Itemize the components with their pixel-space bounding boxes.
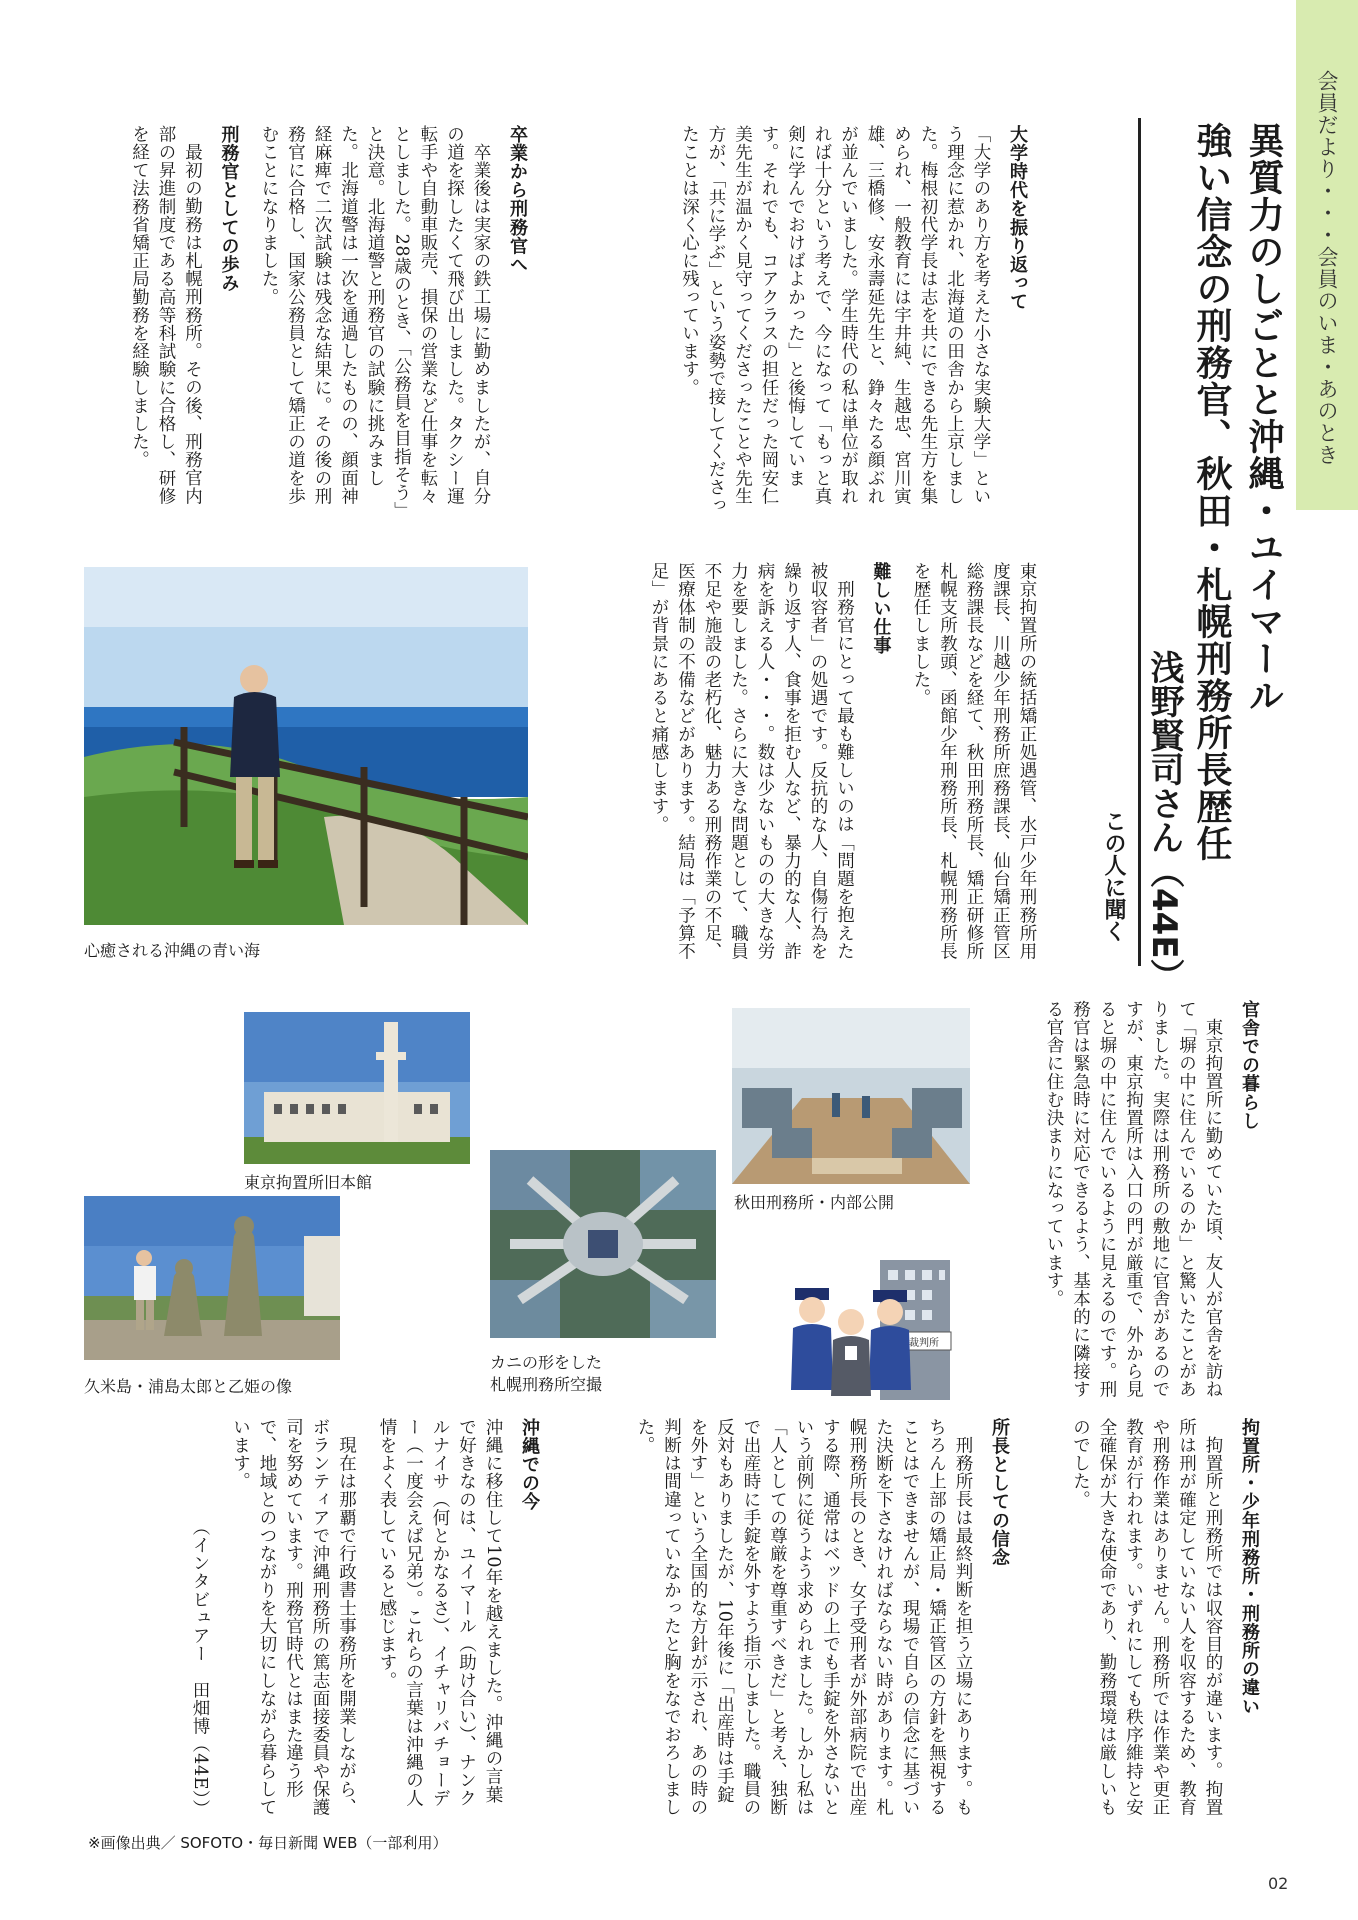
housing-column xyxy=(1000,1000,1262,1400)
difference-paragraph: 拘置所と刑務所では収容目的が違います。拘置所は刑が確定していない人を収容するため、教育や刑務作業はありません。刑務所では作業や更正教育が行われます。いずれにしても秩序維持と安全確保が大きな使命であり、勤務環境は厳しいものでした。 xyxy=(1070,1418,1223,1817)
interview-label: この人に聞く xyxy=(1101,810,1126,942)
career-heading: 刑務官としての歩み xyxy=(218,125,240,293)
caption-sapporo-line1: カニの形をした xyxy=(490,1353,603,1372)
kume-island-photo xyxy=(84,1196,340,1360)
caption-sapporo-aerial xyxy=(490,1352,720,1396)
akita-prison-photo xyxy=(732,1008,970,1184)
image-credit: ※画像出典／ SOFOTO・毎日新聞 WEB（一部利用） xyxy=(88,1834,448,1852)
prison-guards-illustration xyxy=(785,1250,960,1410)
caption-okinawa-sea: 心癒される沖縄の青い海 xyxy=(84,941,261,960)
section-tag-label: 会員だより・・・会員のいま・あのとき xyxy=(1315,70,1339,466)
section-tag xyxy=(1296,0,1358,510)
caption-tokyo-detention: 東京拘置所旧本館 xyxy=(244,1173,373,1192)
difference-heading: 拘置所・少年刑務所・刑務所の違い xyxy=(1239,1418,1260,1716)
graduation-paragraph: 卒業後は実家の鉄工場に勤めましたが、自分の道を探したくて飛び出しました。タクシー運転手や自動車販売、損保の営業など仕事を転々としました。28歳のとき、「公務員を目指そう」と決意。北海道警と刑務官の試験に挑みました。北海道警は一次を通過したものの、顔面神経麻痺で二次試験は残念な結果に。その後の刑務官に合格し、国家公務員として矯正の道を歩むことになりました。 xyxy=(259,125,491,520)
okinawa-paragraph-1: 沖縄に移住して10年を越えました。沖縄の言葉で好きなのは、ユイマール（助け合い）、ナンクルナイサ（何とかなるさ）、イチャリバチョーデー（一度会えば兄弟）。これらの言葉は沖縄の人情をよく表していると感じます。 xyxy=(377,1418,503,1808)
housing-heading: 官舎での暮らし xyxy=(1239,1000,1260,1131)
college-column xyxy=(590,125,1030,520)
article-title-line1: 異質力のしごとと沖縄・ユイマール xyxy=(1243,122,1284,714)
hardwork-paragraph: 刑務官にとって最も難しいのは「問題を抱えた被収容者」の処遇です。反抗的な人、自傷行為を繰り返す人、食事を拒む人など、暴力的な人、詐病を訴える人・・・。数は少ないものの大きな労力を要しました。さらに大きな問題として、職員不足や施設の老朽化、魅力ある刑務作業の不足、医療体制の不備などがあります。結局は「予算不足」が背景にあると痛感します。 xyxy=(649,562,855,961)
okinawa-heading: 沖縄での今 xyxy=(519,1418,540,1511)
college-paragraph: 「大学のあり方を考えた小さな実験大学」という理念に惹かれ、北海道の田舎から上京しました。梅根初代学長は志を共にできる先生方を集められ、一般教育には宇井純、生越忠、宮川寅雄、三橋修、安永壽延先生と、錚々たる顔ぶれが並んでいました。学生時代の私は単位が取れれば十分という考えで、今になって「もっと真剣に学んでおけばよかった」と後悔しています。それでも、コアクラスの担任だった岡安仁美先生が温かく見守ってくださったことや先生方が、「共に学ぶ」という姿勢で接してくださったことは深く心に残っています。 xyxy=(679,125,991,515)
okinawa-sea-photo xyxy=(84,567,528,925)
sapporo-aerial-photo xyxy=(490,1150,716,1338)
graduation-heading: 卒業から刑務官へ xyxy=(507,125,528,274)
page-number: 02 xyxy=(1268,1874,1289,1893)
career-paragraph: 最初の勤務は札幌刑務所。その後、刑務官内部の昇進制度である高等科試験に合格し、研修を経て法務省矯正局勤務を経験しました。 xyxy=(129,125,203,506)
interviewer-signature: （インタビュアー 田畑博（44E）） xyxy=(190,1518,210,1818)
intro-and-hardwork-column xyxy=(530,562,1040,972)
graduation-career-column xyxy=(90,125,530,520)
conviction-heading: 所長としての信念 xyxy=(989,1418,1010,1567)
conviction-paragraph: 刑務所長は最終判断を担う立場にあります。もちろん上部の矯正局・矯正管区の方針を無視することはできませんが、現場で自らの信念に基づいた決断を下さなければならない時があります。札幌刑務所長のとき、女子受刑者が外部病院で出産する際、通常はベッドの上でも手錠を外さないという前例に従うよう求められました。しかし私は「人としての尊厳を尊重すべきだ」と考え、独断で出産時に手錠を外すよう指示しました。職員の反対もありましたが、10年後に「出産時は手錠を外す」という全国的な方針が示され、あの時の判断は間違っていなかったと胸をなでおろしました。 xyxy=(635,1418,973,1817)
okinawa-column xyxy=(92,1418,542,1818)
article-title-line2: 強い信念の刑務官、秋田・札幌刑務所長歴任 xyxy=(1191,122,1232,862)
okinawa-paragraph-2: 現在は那覇で行政書士事務所を開業しながら、ボランティアで沖縄刑務所の篤志面接委員や保護司を努めています。刑務官時代とはまた違う形で、地域とのつながりを大切にしながら暮らしています。 xyxy=(230,1418,357,1817)
housing-paragraph: 東京拘置所に勤めていた頃、友人が官舎を訪ねて「塀の中に住んでいるのか」と驚いたことがありました。実際は刑務所の敷地に官舎があるのですが、東京拘置所は入口の門が厳重で、外から見ると塀の中に住んでいるように見えるのです。刑務官は緊急時に対応できるよう、基本的に隣接する官舎に住む決まりになっています。 xyxy=(1044,1000,1223,1399)
title-divider xyxy=(1138,118,1141,966)
person-name: 浅野賢司さん（44E） xyxy=(1144,650,1184,993)
caption-akita-prison: 秋田刑務所・内部公開 xyxy=(734,1193,895,1212)
court-sign-label: 裁判所 xyxy=(909,1338,939,1349)
college-heading: 大学時代を振り返って xyxy=(1007,125,1028,311)
caption-kume-island: 久米島・浦島太郎と乙姫の像 xyxy=(84,1377,293,1396)
difference-column xyxy=(1050,1418,1262,1818)
conviction-column xyxy=(552,1418,1012,1818)
hardwork-heading: 難しい仕事 xyxy=(870,562,892,655)
caption-sapporo-line2: 札幌刑務所空撮 xyxy=(490,1375,603,1394)
tokyo-detention-photo xyxy=(244,1012,470,1164)
intro-paragraph: 東京拘置所の統括矯正処遇管、水戸少年刑務所用度課長、川越少年刑務所庶務課長、仙台矯正管区総務課長などを経て、秋田刑務所長、矯正研修所札幌支所教頭、函館少年刑務所長、札幌刑務所長を歴任しました。 xyxy=(911,562,1037,961)
